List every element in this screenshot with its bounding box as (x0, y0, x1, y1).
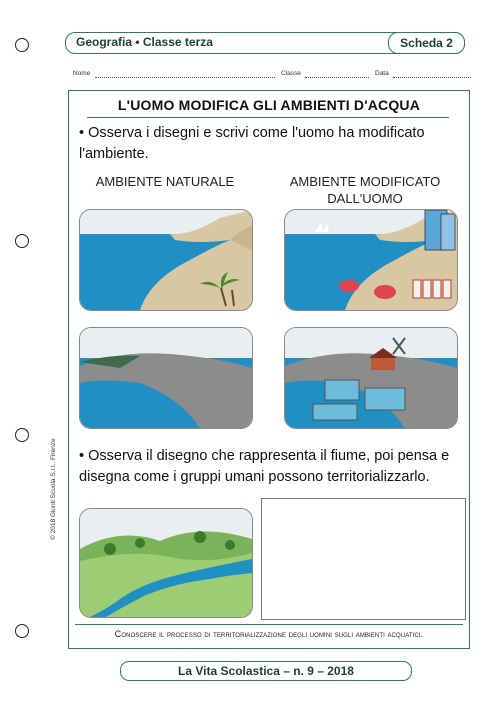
modified-coast-picture (284, 209, 458, 311)
salt-pans-picture (284, 327, 458, 429)
title-divider (87, 117, 449, 118)
question-2: • Osserva il disegno che rappresenta il fiume, poi pensa e disegna come i gruppi umani possono territorializzarlo. (79, 448, 450, 485)
date-field[interactable] (393, 77, 471, 78)
footer-bar: La Vita Scolastica – n. 9 – 2018 (120, 661, 412, 681)
class-field[interactable] (305, 77, 369, 78)
binder-hole (15, 624, 29, 638)
natural-rocky-coast-picture (79, 327, 253, 429)
label-modified-environment: AMBIENTE MODIFICATO DALL'UOMO (289, 174, 441, 206)
label-natural-environment: AMBIENTE NATURALE (95, 174, 235, 189)
name-field[interactable] (95, 77, 275, 78)
question-1: • Osserva i disegni e scrivi come l'uomo ha modificato l'ambiente. (79, 125, 425, 162)
natural-coast-picture (79, 209, 253, 311)
worksheet-title: L'UOMO MODIFICA GLI AMBIENTI D'ACQUA (117, 97, 421, 113)
copyright-note: © 2018 Giunti Scuola S.r.l., Firenze (50, 438, 57, 540)
binder-hole (15, 38, 29, 52)
header-bar (65, 32, 465, 54)
river-landscape-picture (79, 508, 253, 618)
name-label: Nome (73, 70, 91, 77)
worksheet-frame (68, 90, 470, 649)
learning-goal: Conoscere il processo di territorializzazione degli uomini sugli ambienti acquatici. (114, 629, 424, 639)
binder-hole (15, 428, 29, 442)
binder-hole (15, 234, 29, 248)
date-label: Data (375, 70, 389, 77)
class-label: Classe (281, 70, 301, 77)
student-info-line (73, 70, 473, 80)
drawing-area[interactable] (261, 498, 466, 620)
goal-divider (75, 624, 463, 625)
subject-label: Geografia • Classe terza (76, 35, 213, 49)
sheet-number: Scheda 2 (388, 32, 465, 54)
